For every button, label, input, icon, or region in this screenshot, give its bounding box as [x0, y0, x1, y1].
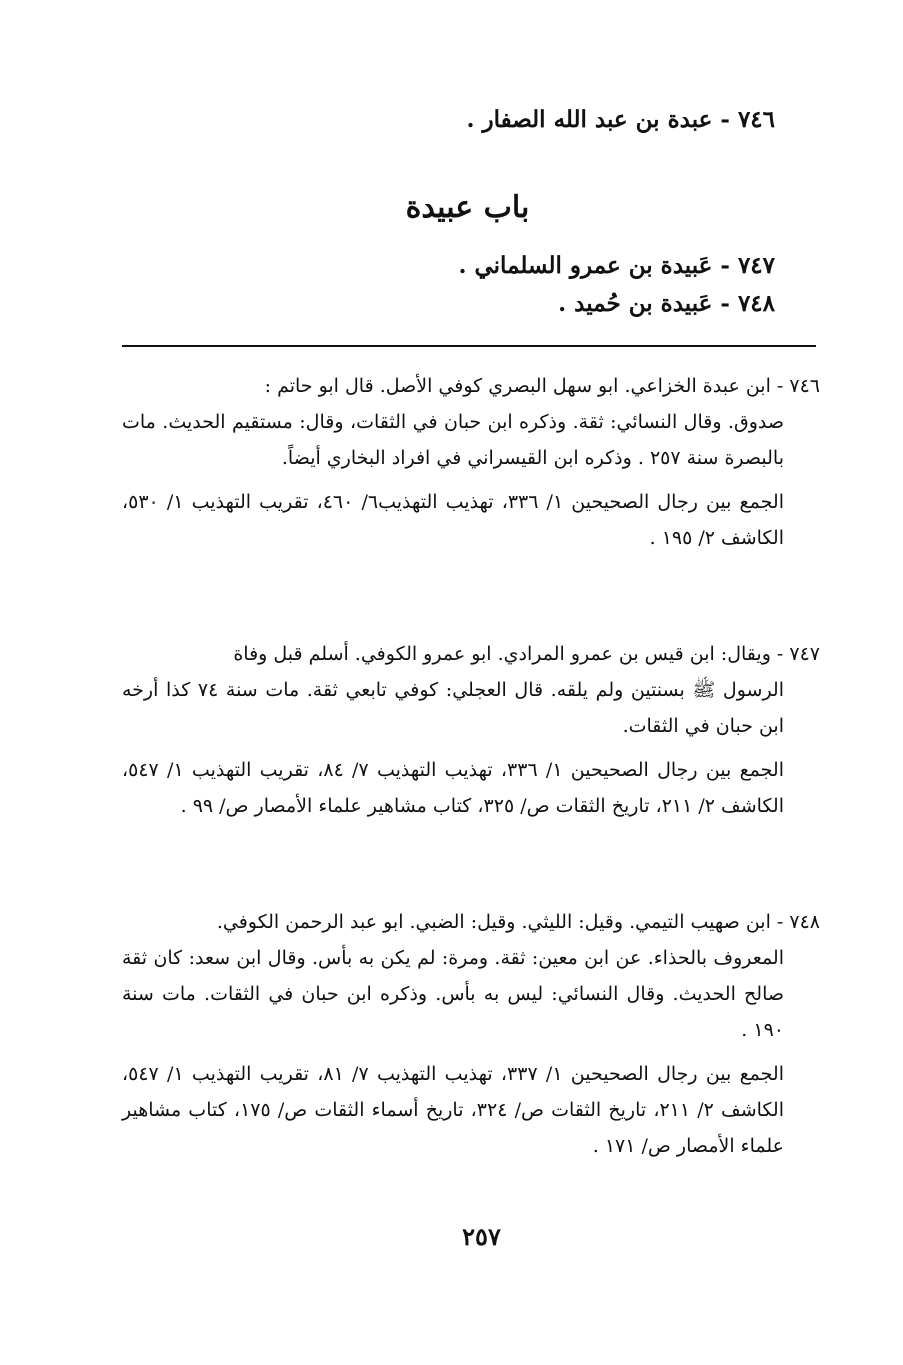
section-title-text: باب عبيدة — [405, 190, 530, 225]
footnote-body: المعروف بالحذاء. عن ابن معين: ثقة. ومرة: لم يكن به بأس. وقال ابن سعد: كان ثقة صالح الحديث. وقال النسائي: ليس به بأس. وذكره ابن حبان في الثقات. مات سنة ١٩٠ . — [122, 947, 784, 1041]
footnote-references: الجمع بين رجال الصحيحين ١/ ٣٣٦، تهذيب التهذيب٦/ ٤٦٠، تقريب التهذيب ١/ ٥٣٠، الكاشف ٢/ ١٩٥ . — [122, 491, 784, 549]
footnote-748 — [122, 904, 820, 1164]
footnote-first-line: ٧٤٧ - ويقال: ابن قيس بن عمرو المرادي. ابو عمرو الكوفي. أسلم قبل وفاة — [233, 643, 820, 665]
entry-747: ٧٤٧ - عَبيدة بن عمرو السلماني . — [458, 252, 775, 279]
page-number — [0, 1222, 903, 1251]
footnote-body: الرسول ﷺ بسنتين ولم يلقه. قال العجلي: كوفي تابعي ثقة. مات سنة ٧٤ كذا أرخه ابن حبان في الثقات. — [122, 679, 784, 737]
footnote-first-line: ٧٤٦ - ابن عبدة الخزاعي. ابو سهل البصري كوفي الأصل. قال ابو حاتم : — [264, 375, 820, 397]
footnote-references: الجمع بين رجال الصحيحين ١/ ٣٣٦، تهذيب التهذيب ٧/ ٨٤، تقريب التهذيب ١/ ٥٤٧، الكاشف ٢/ ٢١١، تاريخ الثقات ص/ ٣٢٥، كتاب مشاهير علماء الأمصار ص/ ٩٩ . — [122, 759, 785, 817]
footnote-divider — [122, 345, 816, 347]
footnote-747 — [122, 636, 820, 824]
entry-748: ٧٤٨ - عَبيدة بن حُميد . — [558, 290, 775, 317]
footnote-first-line: ٧٤٨ - ابن صهيب التيمي. وقيل: الليثي. وقيل: الضبي. ابو عبد الرحمن الكوفي. — [216, 911, 820, 933]
entry-746: ٧٤٦ - عبدة بن عبد الله الصفار . — [466, 106, 775, 133]
section-title — [0, 190, 903, 225]
page-number-text: ٢٥٧ — [462, 1222, 501, 1251]
footnote-references: الجمع بين رجال الصحيحين ١/ ٣٣٧، تهذيب التهذيب ٧/ ٨١، تقريب التهذيب ١/ ٥٤٧، الكاشف ٢/ ٢١١، تاريخ الثقات ص/ ٣٢٤، تاريخ أسماء الثقات ص/ ١٧٥، كتاب مشاهير علماء الأمصار ص/ ١٧١ . — [122, 1063, 785, 1157]
footnote-body: صدوق. وقال النسائي: ثقة. وذكره ابن حبان في الثقات، وقال: مستقيم الحديث. مات بالبصرة سنة ٢٥٧ . وذكره ابن القيسراني في افراد البخاري أيضاً. — [122, 411, 784, 469]
footnote-746 — [122, 368, 820, 556]
